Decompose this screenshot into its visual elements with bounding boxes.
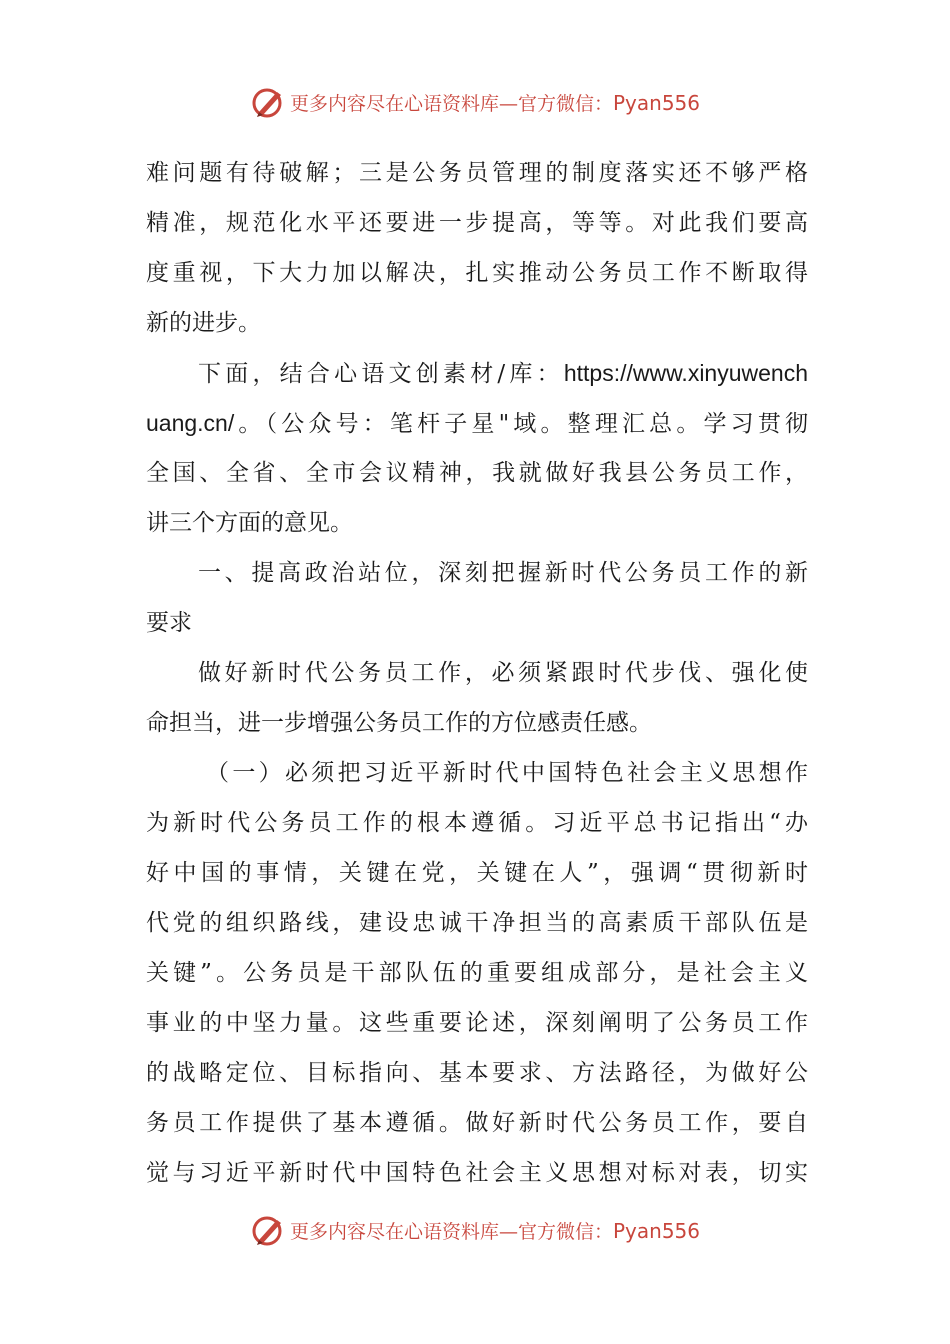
url-fragment: https://www.xinyuwench xyxy=(563,360,808,386)
text-line: 做好新时代公务员工作，必须紧跟时代步伐、强化使 xyxy=(198,660,808,686)
header-wechat-id: Pyan556 xyxy=(613,90,701,115)
footer-banner-text: 更多内容尽在心语资料库—官方微信：Pyan556 xyxy=(289,1218,701,1243)
text-line: 为新时代公务员工作的根本遵循。习近平总书记指出“办 xyxy=(146,810,808,836)
header-banner-text: 更多内容尽在心语资料库—官方微信：Pyan556 xyxy=(289,90,701,115)
text-line: 讲三个方面的意见。 xyxy=(146,510,353,536)
text-line xyxy=(146,398,808,448)
text-line: （一）必须把习近平新时代中国特色社会主义思想作 xyxy=(206,760,808,786)
text-line: 度重视，下大力加以解决，扎实推动公务员工作不断取得 xyxy=(146,260,808,286)
text-line: 命担当，进一步增强公务员工作的方位感责任感。 xyxy=(146,710,652,736)
text-line: 关键”。公务员是干部队伍的重要组成部分，是社会主义 xyxy=(146,960,808,986)
document-body xyxy=(146,148,808,1198)
text-line: 务员工作提供了基本遵循。做好新时代公务员工作，要自 xyxy=(146,1110,808,1136)
text-line xyxy=(146,348,808,398)
text-line: 事业的中坚力量。这些重要论述，深刻阐明了公务员工作 xyxy=(146,1010,808,1036)
text-line: 代党的组织路线，建设忠诚干净担当的高素质干部队伍是 xyxy=(146,910,808,936)
text-line: 难问题有待破解；三是公务员管理的制度落实还不够严格 xyxy=(146,160,808,186)
pen-logo-icon xyxy=(250,84,286,120)
text-fragment: 。（公众号：笔杆子星"域。整理汇总。学习贯彻 xyxy=(234,411,808,437)
footer-banner xyxy=(0,1208,950,1252)
text-line: 精准，规范化水平还要进一步提高，等等。对此我们要高 xyxy=(146,210,808,236)
text-line: 好中国的事情，关键在党，关键在人”，强调“贯彻新时 xyxy=(146,860,808,886)
header-banner xyxy=(0,80,950,124)
text-line: 新的进步。 xyxy=(146,310,261,336)
footer-wechat-id: Pyan556 xyxy=(613,1218,701,1243)
text-line: 觉与习近平新时代中国特色社会主义思想对标对表，切实 xyxy=(146,1160,808,1186)
text-line: 全国、全省、全市会议精神，我就做好我县公务员工作， xyxy=(146,460,808,486)
section-heading-line: 要求 xyxy=(146,610,192,636)
text-fragment: 下面，结合心语文创素材/库： xyxy=(198,361,564,387)
section-heading-line: 一、提高政治站位，深刻把握新时代公务员工作的新 xyxy=(198,560,808,586)
pen-logo-icon xyxy=(250,1212,286,1248)
text-line: 的战略定位、目标指向、基本要求、方法路径，为做好公 xyxy=(146,1060,808,1086)
url-fragment: uang.cn/ xyxy=(146,410,235,436)
